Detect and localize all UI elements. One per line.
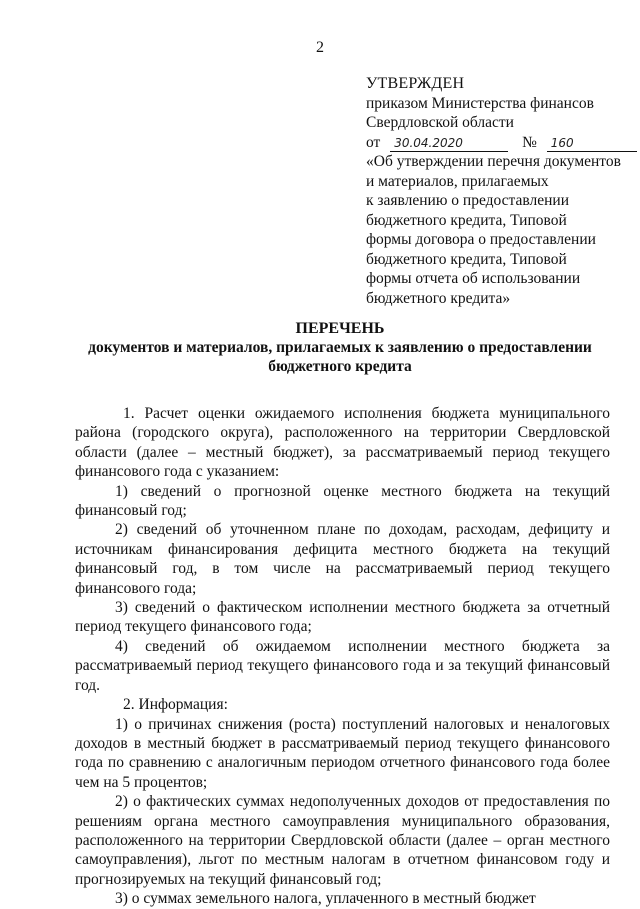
document-title-main: ПЕРЕЧЕНЬ bbox=[295, 320, 385, 337]
approval-title-line: к заявлению о предоставлении bbox=[366, 192, 570, 209]
approval-line-1: приказом Министерства финансов bbox=[366, 94, 594, 112]
approval-heading: УТВЕРЖДЕН bbox=[366, 75, 465, 92]
approval-title-line: бюджетного кредита» bbox=[366, 289, 511, 307]
approval-block bbox=[366, 74, 630, 308]
document-body bbox=[75, 404, 610, 909]
document-title bbox=[60, 319, 620, 376]
page-number: 2 bbox=[316, 39, 324, 56]
paragraph-2-item-1: 1) о причинах снижения (роста) поступлений налоговых и неналоговых доходов в местный бюджет в рассматриваемый период текущего финансового года по сравнению с аналогичным периодом отчетного финансового года более чем на 5 процентов; bbox=[75, 715, 610, 791]
paragraph-2-item-3: 3) о суммах земельного налога, уплаченного в местный бюджет bbox=[115, 890, 536, 908]
approval-title-line: «Об утверждении перечня документов bbox=[366, 153, 621, 170]
paragraph-1-item-3: 3) сведений о фактическом исполнении местного бюджета за отчетный период текущего финансового года; bbox=[75, 599, 610, 636]
paragraph-1-item-1: 1) сведений о прогнозной оценке местного бюджета на текущий финансовый год; bbox=[75, 482, 610, 520]
approval-title-line: бюджетного кредита, Типовой bbox=[366, 250, 567, 268]
approval-number-field: 160 bbox=[547, 135, 637, 152]
paragraph-1: 1. Расчет оценки ожидаемого исполнения бюджета муниципального района (городского округа), расположенного на территории Свердловской области (далее – местный бюджет), за рассматриваемый период текущего финансового года с указанием: bbox=[75, 405, 610, 481]
document-title-sub-2: бюджетного кредита bbox=[268, 358, 412, 375]
approval-title-line: формы отчета об использовании bbox=[366, 270, 581, 287]
approval-date-field: 30.04.2020 bbox=[390, 135, 508, 152]
from-label: от bbox=[366, 133, 381, 151]
paragraph-1-item-4: 4) сведений об ожидаемом исполнении местного бюджета за рассматриваемый период текущего финансового года и за текущий финансовый год. bbox=[75, 637, 610, 694]
paragraph-2: 2. Информация: bbox=[123, 696, 228, 714]
approval-title-line: и материалов, прилагаемых bbox=[366, 172, 549, 190]
approval-title-line: бюджетного кредита, Типовой bbox=[366, 211, 567, 229]
document-title-sub-1: документов и материалов, прилагаемых к заявлению о предоставлении bbox=[88, 339, 592, 356]
paragraph-1-item-2: 2) сведений об уточненном плане по доходам, расходам, дефициту и источникам финансирования дефицита местного бюджета на текущий финансовый год, в том числе на рассматриваемый период текущего финансового года; bbox=[75, 521, 610, 597]
approval-line-2: Свердловской области bbox=[366, 114, 514, 131]
approval-date-number-line bbox=[366, 133, 630, 153]
paragraph-2-item-2: 2) о фактических суммах недополученных доходов от предоставления по решениям органа местного самоуправления муниципального образования, расположенного на территории Свердловской области (далее – орган местного самоуправления), льгот по местным налогам в отчетном финансовом году и прогнозируемых на текущий финансовый год; bbox=[75, 793, 610, 888]
number-label: № bbox=[522, 133, 537, 151]
approval-title-line: формы договора о предоставлении bbox=[366, 231, 596, 248]
